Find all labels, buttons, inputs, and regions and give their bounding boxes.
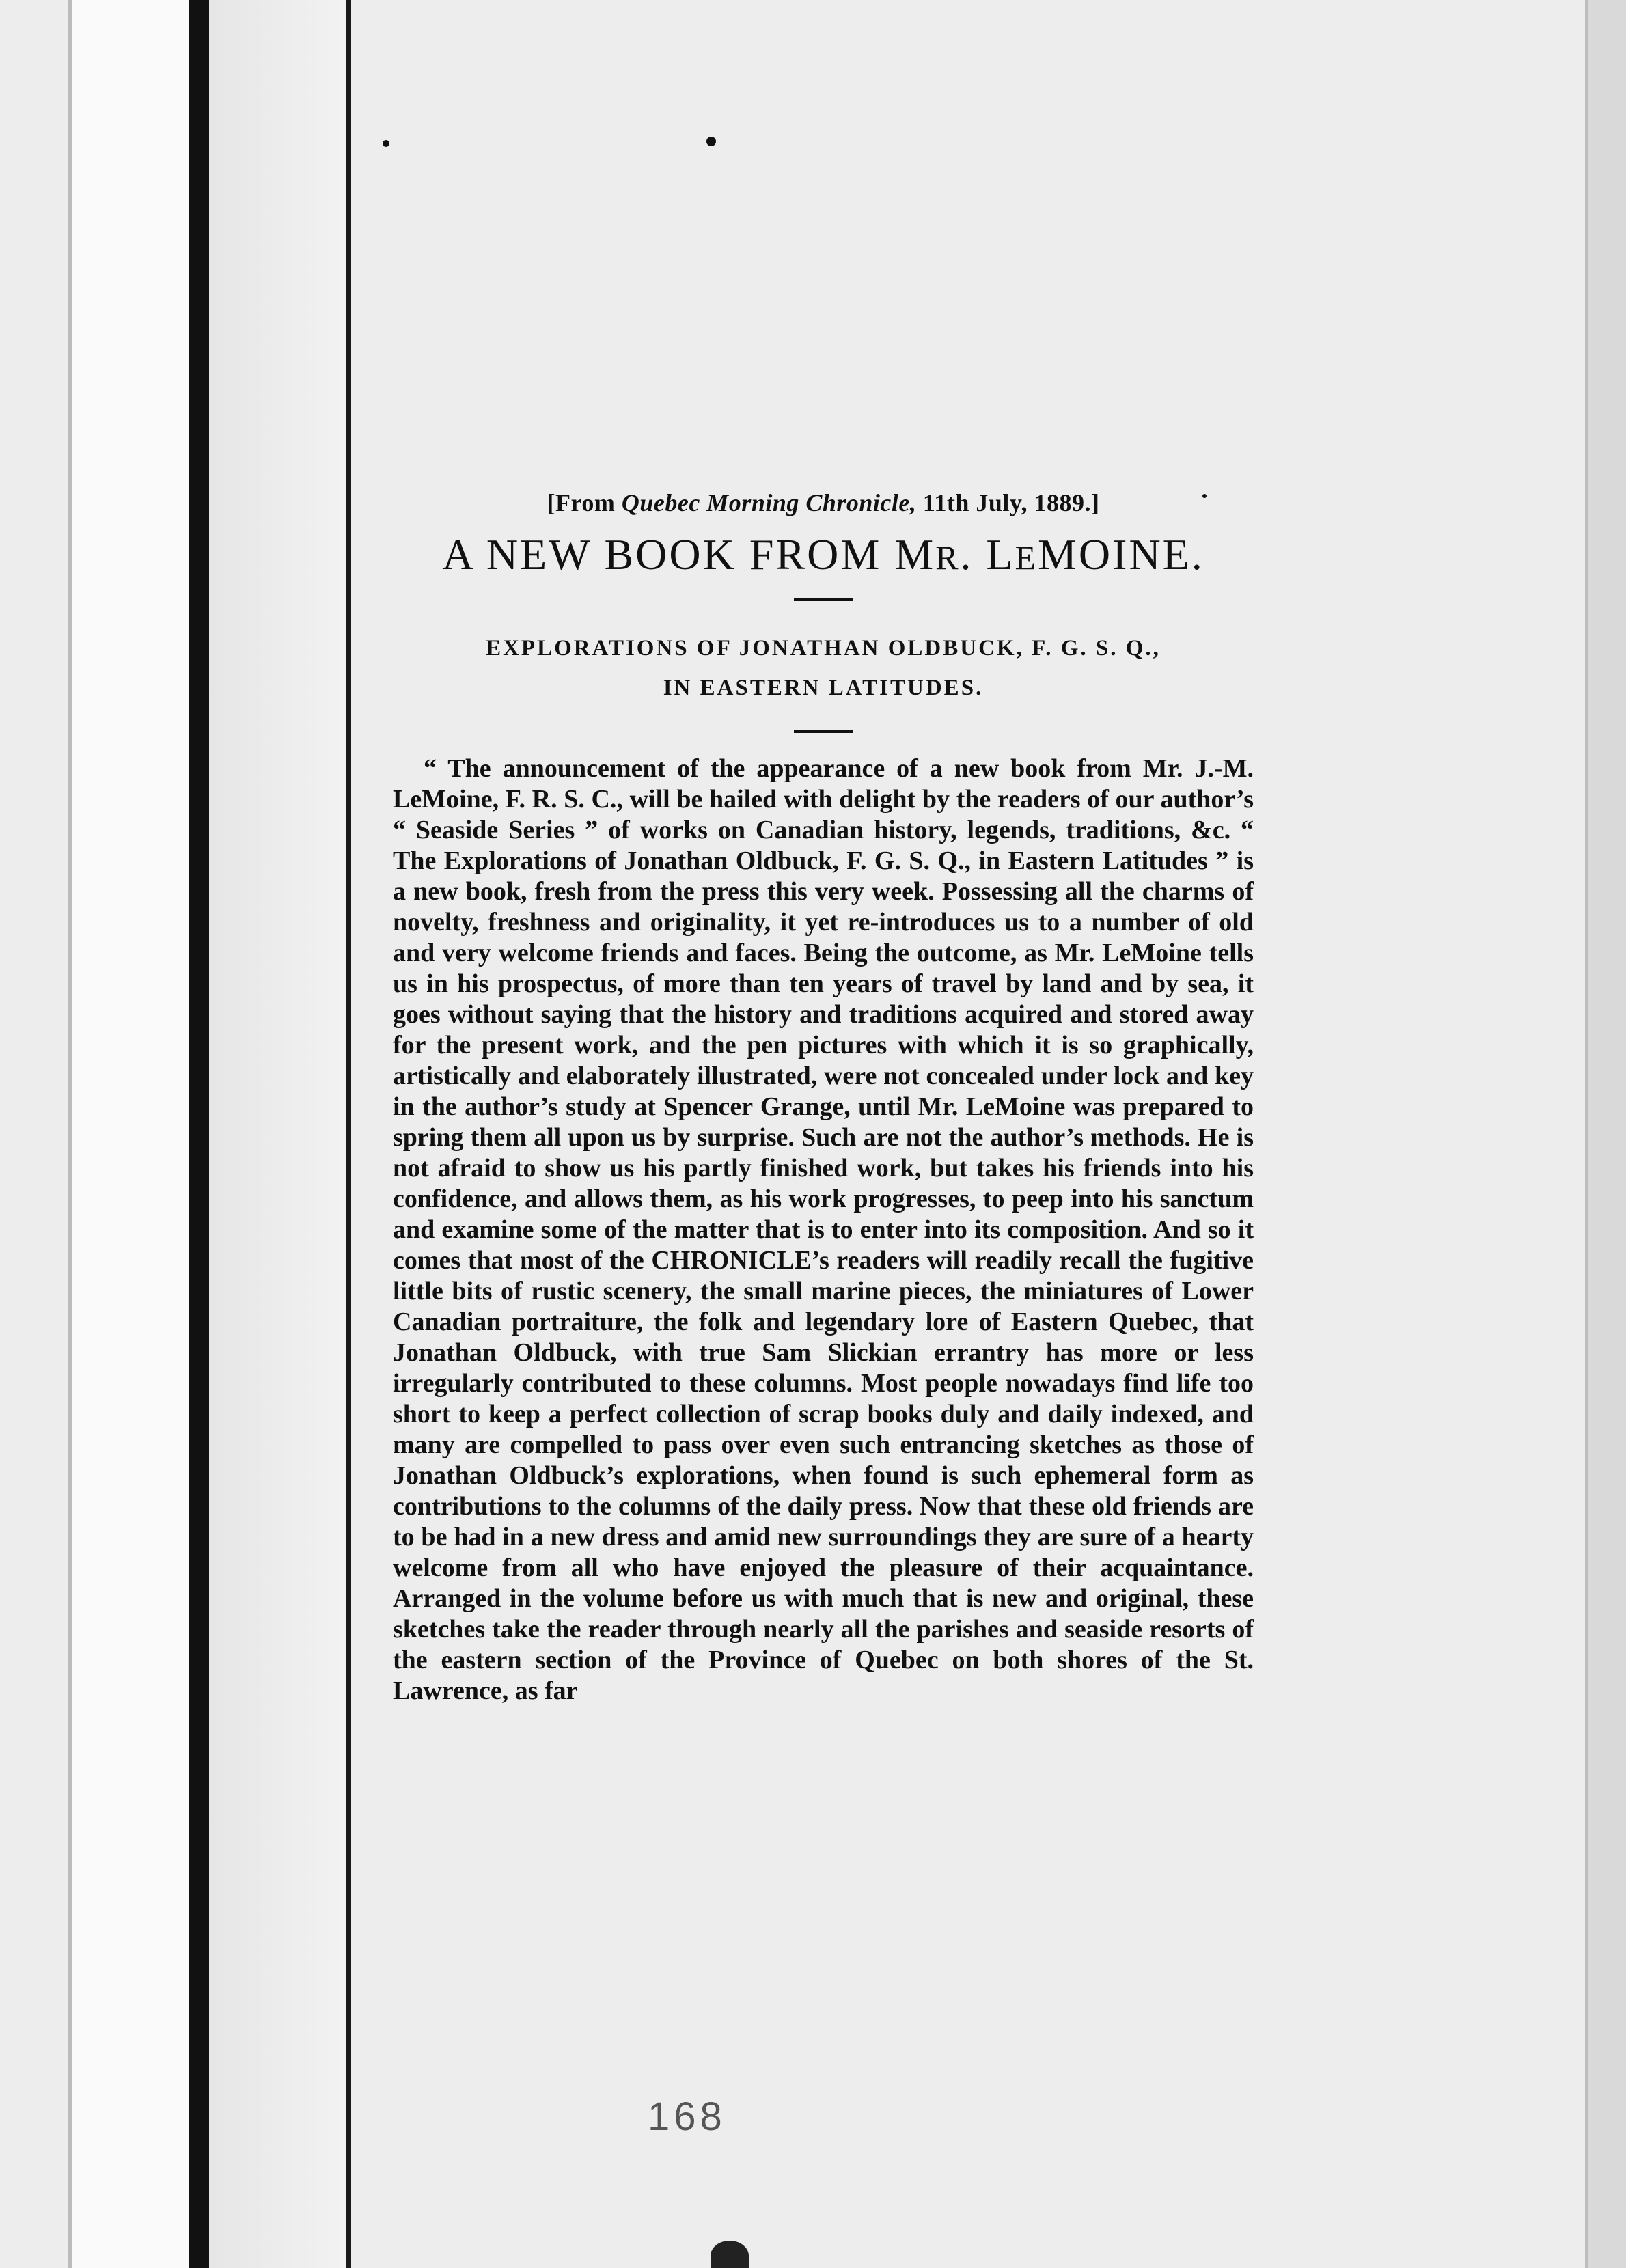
- source-line: [393, 488, 1254, 517]
- binding-gutter: [209, 0, 346, 2268]
- handwritten-folio-number: 168: [648, 2094, 726, 2139]
- headline-part: R: [935, 539, 961, 577]
- subheading-line-1: EXPLORATIONS OF JONATHAN OLDBUCK, F. G. S. Q.,: [486, 636, 1161, 661]
- headline-part: MOINE.: [1038, 530, 1204, 579]
- speck-mark: [706, 137, 716, 146]
- speck-mark: [383, 140, 389, 147]
- book-binding: [189, 0, 209, 2268]
- source-publication: Quebec Morning Chronicle,: [621, 489, 917, 516]
- divider-rule: [794, 598, 853, 601]
- headline-part: . L: [960, 530, 1015, 579]
- left-page-band: [72, 0, 189, 2268]
- right-page-edge: [1585, 0, 1626, 2268]
- article: [393, 488, 1254, 1706]
- source-prefix: [From: [547, 489, 622, 516]
- page-left-border: [346, 0, 351, 2268]
- subheading: [393, 628, 1254, 708]
- divider-rule: [794, 730, 853, 733]
- headline: [393, 531, 1254, 579]
- source-date: 11th July, 1889.]: [916, 489, 1100, 516]
- library-stamp-mark: [711, 2241, 749, 2268]
- left-margin-strip: [0, 0, 68, 2268]
- headline-part: A NEW BOOK FROM M: [442, 530, 936, 579]
- headline-part: E: [1015, 539, 1038, 577]
- body-paragraph: “ The announcement of the appearance of a new book from Mr. J.-M. LeMoine, F. R. S. C., will be hailed with delight by the readers of our author’s “ Seaside Series ” of works on Canadian history, legends, traditions, &c. “ The Explorations of Jonathan Oldbuck, F. G. S. Q., in Eastern Latitudes ” is a new book, fresh from the press this very week. Possessing all the charms of novelty, freshness and originality, it yet re-introduces us to a number of old and very welcome friends and faces. Being the outcome, as Mr. LeMoine tells us in his prospectus, of more than ten years of travel by land and by sea, it goes without saying that the history and traditions acquired and stored away for the present work, and the pen pictures with which it is so graphically, artistically and elaborately illustrated, were not concealed under lock and key in the author’s study at Spencer Grange, until Mr. LeMoine was prepared to spring them all upon us by surprise. Such are not the author’s methods. He is not afraid to show us his partly finished work, but takes his friends into his confidence, and allows them, as his work progresses, to peep into his sanctum and examine some of the matter that is to enter into its composition. And so it comes that most of the CHRONICLE’s readers will readily recall the fugitive little bits of rustic scenery, the small marine pieces, the miniatures of Lower Canadian portraiture, the folk and legendary lore of Eastern Quebec, that Jonathan Oldbuck, with true Sam Slickian errantry has more or less irregularly contributed to these columns. Most people nowadays find life too short to keep a perfect collection of scrap books duly and daily indexed, and many are compelled to pass over even such entrancing sketches as those of Jonathan Oldbuck’s explorations, when found is such ephemeral form as contributions to the columns of the daily press. Now that these old friends are to be had in a new dress and amid new surroundings they are sure of a hearty welcome from all who have enjoyed the pleasure of their acquaintance. Arranged in the volume before us with much that is new and original, these sketches take the reader through nearly all the parishes and seaside resorts of the eastern section of the Province of Quebec on both shores of the St. Lawrence, as far: [393, 754, 1254, 1706]
- subheading-line-2: IN EASTERN LATITUDES.: [663, 676, 984, 701]
